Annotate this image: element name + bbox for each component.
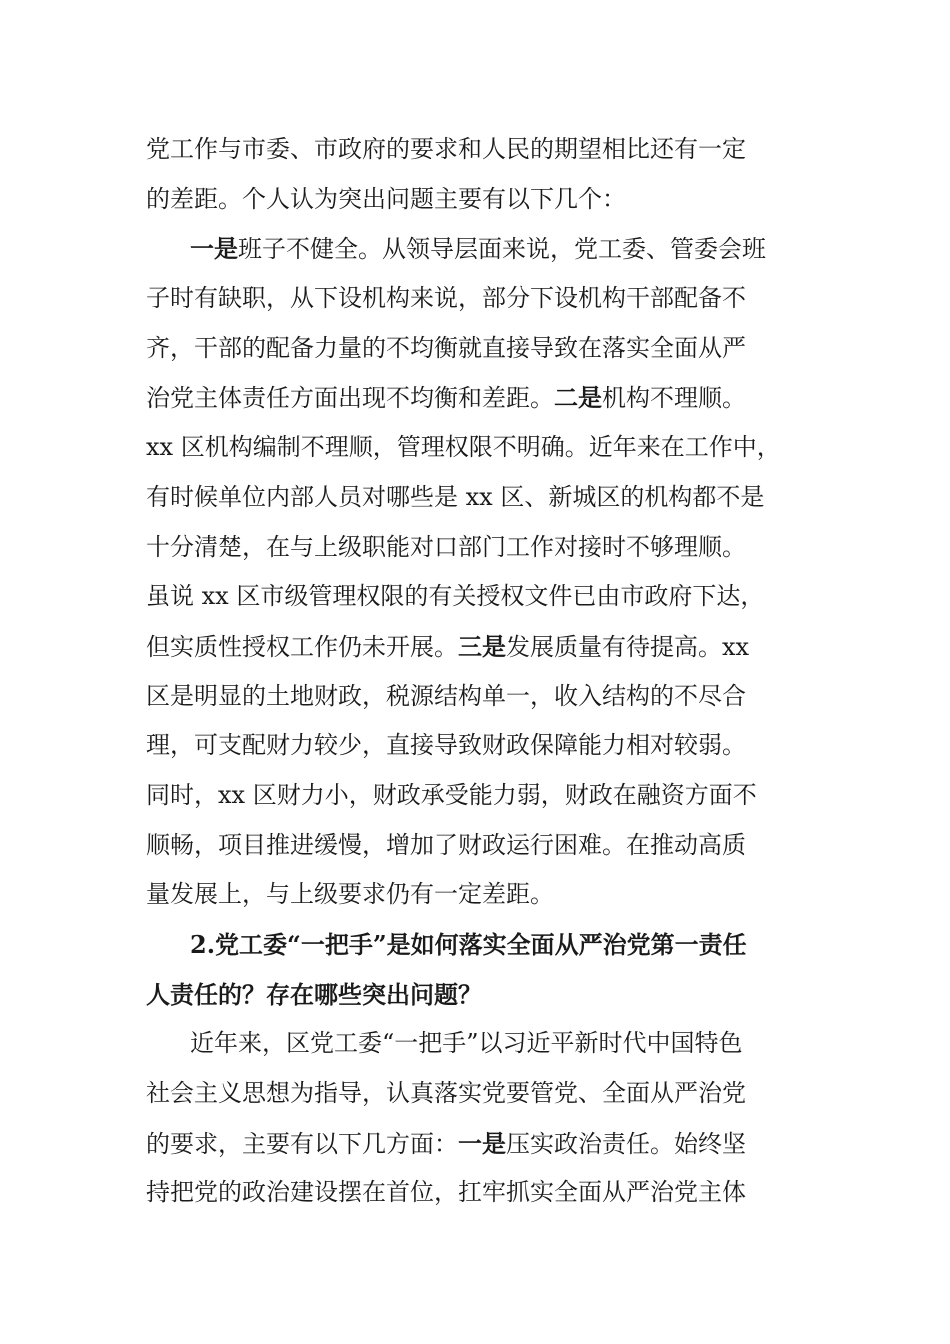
text-run: 齐，干部的配备力量的不均衡就直接导致在落实全面从严	[146, 333, 746, 362]
heading-line	[146, 920, 806, 970]
text-line	[146, 473, 806, 523]
text-line	[146, 224, 806, 274]
text-line	[146, 821, 806, 871]
text-line	[146, 1069, 806, 1119]
text-line	[146, 125, 806, 175]
text-run: xx 区机构编制不理顺，管理权限不明确。近年来在工作中，	[146, 433, 781, 462]
text-run: 党工作与市委、市政府的要求和人民的期望相比还有一定	[146, 135, 746, 163]
text-line	[146, 870, 806, 920]
text-run: 持把党的政治建设摆在首位，扛牢抓实全面从严治党主体	[146, 1178, 746, 1207]
text-run: 有时候单位内部人员对哪些是 xx 区、新城区的机构都不是	[146, 482, 765, 511]
text-line	[146, 622, 806, 672]
text-run: 社会主义思想为指导，认真落实党要管党、全面从严治党	[146, 1079, 746, 1108]
text-run: 治党主体责任方面出现不均衡和差距。	[146, 384, 554, 413]
text-run: 人责任的？存在哪些突出问题？	[146, 979, 482, 1009]
text-run: 子时有缺职，从下设机构来说，部分下设机构干部配备不	[146, 284, 746, 313]
text-line	[146, 672, 806, 722]
text-line	[146, 1119, 806, 1169]
text-run: 发展质量有待提高。xx	[506, 632, 750, 661]
text-line	[146, 423, 806, 473]
text-run: 同时，xx 区财力小，财政承受能力弱，财政在融资方面不	[146, 780, 757, 809]
text-run: 的要求，主要有以下几方面：	[146, 1129, 458, 1158]
text-run: 十分清楚，在与上级职能对口部门工作对接时不够理顺。	[146, 532, 746, 561]
text-run: 班子不健全。从领导层面来说，党工委、管委会班	[238, 235, 766, 264]
text-line	[146, 771, 806, 821]
text-run: 虽说 xx 区市级管理权限的有关授权文件已由市政府下达，	[146, 582, 765, 611]
text-line	[146, 1019, 806, 1069]
text-line	[146, 373, 806, 423]
text-run: 顺畅，项目推进缓慢，增加了财政运行困难。在推动高质	[146, 830, 746, 859]
text-line	[146, 324, 806, 374]
text-line	[146, 1168, 806, 1218]
text-run: 机构不理顺。	[602, 384, 746, 413]
bold-marker: 一是	[458, 1128, 506, 1158]
heading-line	[146, 970, 806, 1020]
text-run: 区是明显的土地财政，税源结构单一，收入结构的不尽合	[146, 681, 746, 710]
text-run: 理，可支配财力较少，直接导致财政保障能力相对较弱。	[146, 731, 746, 760]
text-line	[146, 572, 806, 622]
text-run: 近年来，区党工委“一把手”以习近平新时代中国特色	[190, 1029, 743, 1058]
text-run: 的差距。个人认为突出问题主要有以下几个：	[146, 184, 626, 213]
bold-marker: 一是	[190, 234, 238, 264]
text-line	[146, 175, 806, 225]
text-run: 但实质性授权工作仍未开展。	[146, 632, 458, 661]
text-line	[146, 274, 806, 324]
bold-marker: 二是	[554, 383, 602, 413]
document-body	[146, 125, 806, 1218]
text-run: 2.党工委“一把手”是如何落实全面从严治党第一责任	[190, 930, 747, 959]
text-run: 量发展上，与上级要求仍有一定差距。	[146, 880, 554, 909]
bold-marker: 三是	[458, 631, 506, 661]
text-line	[146, 523, 806, 573]
text-run: 压实政治责任。始终坚	[506, 1129, 746, 1158]
text-line	[146, 721, 806, 771]
